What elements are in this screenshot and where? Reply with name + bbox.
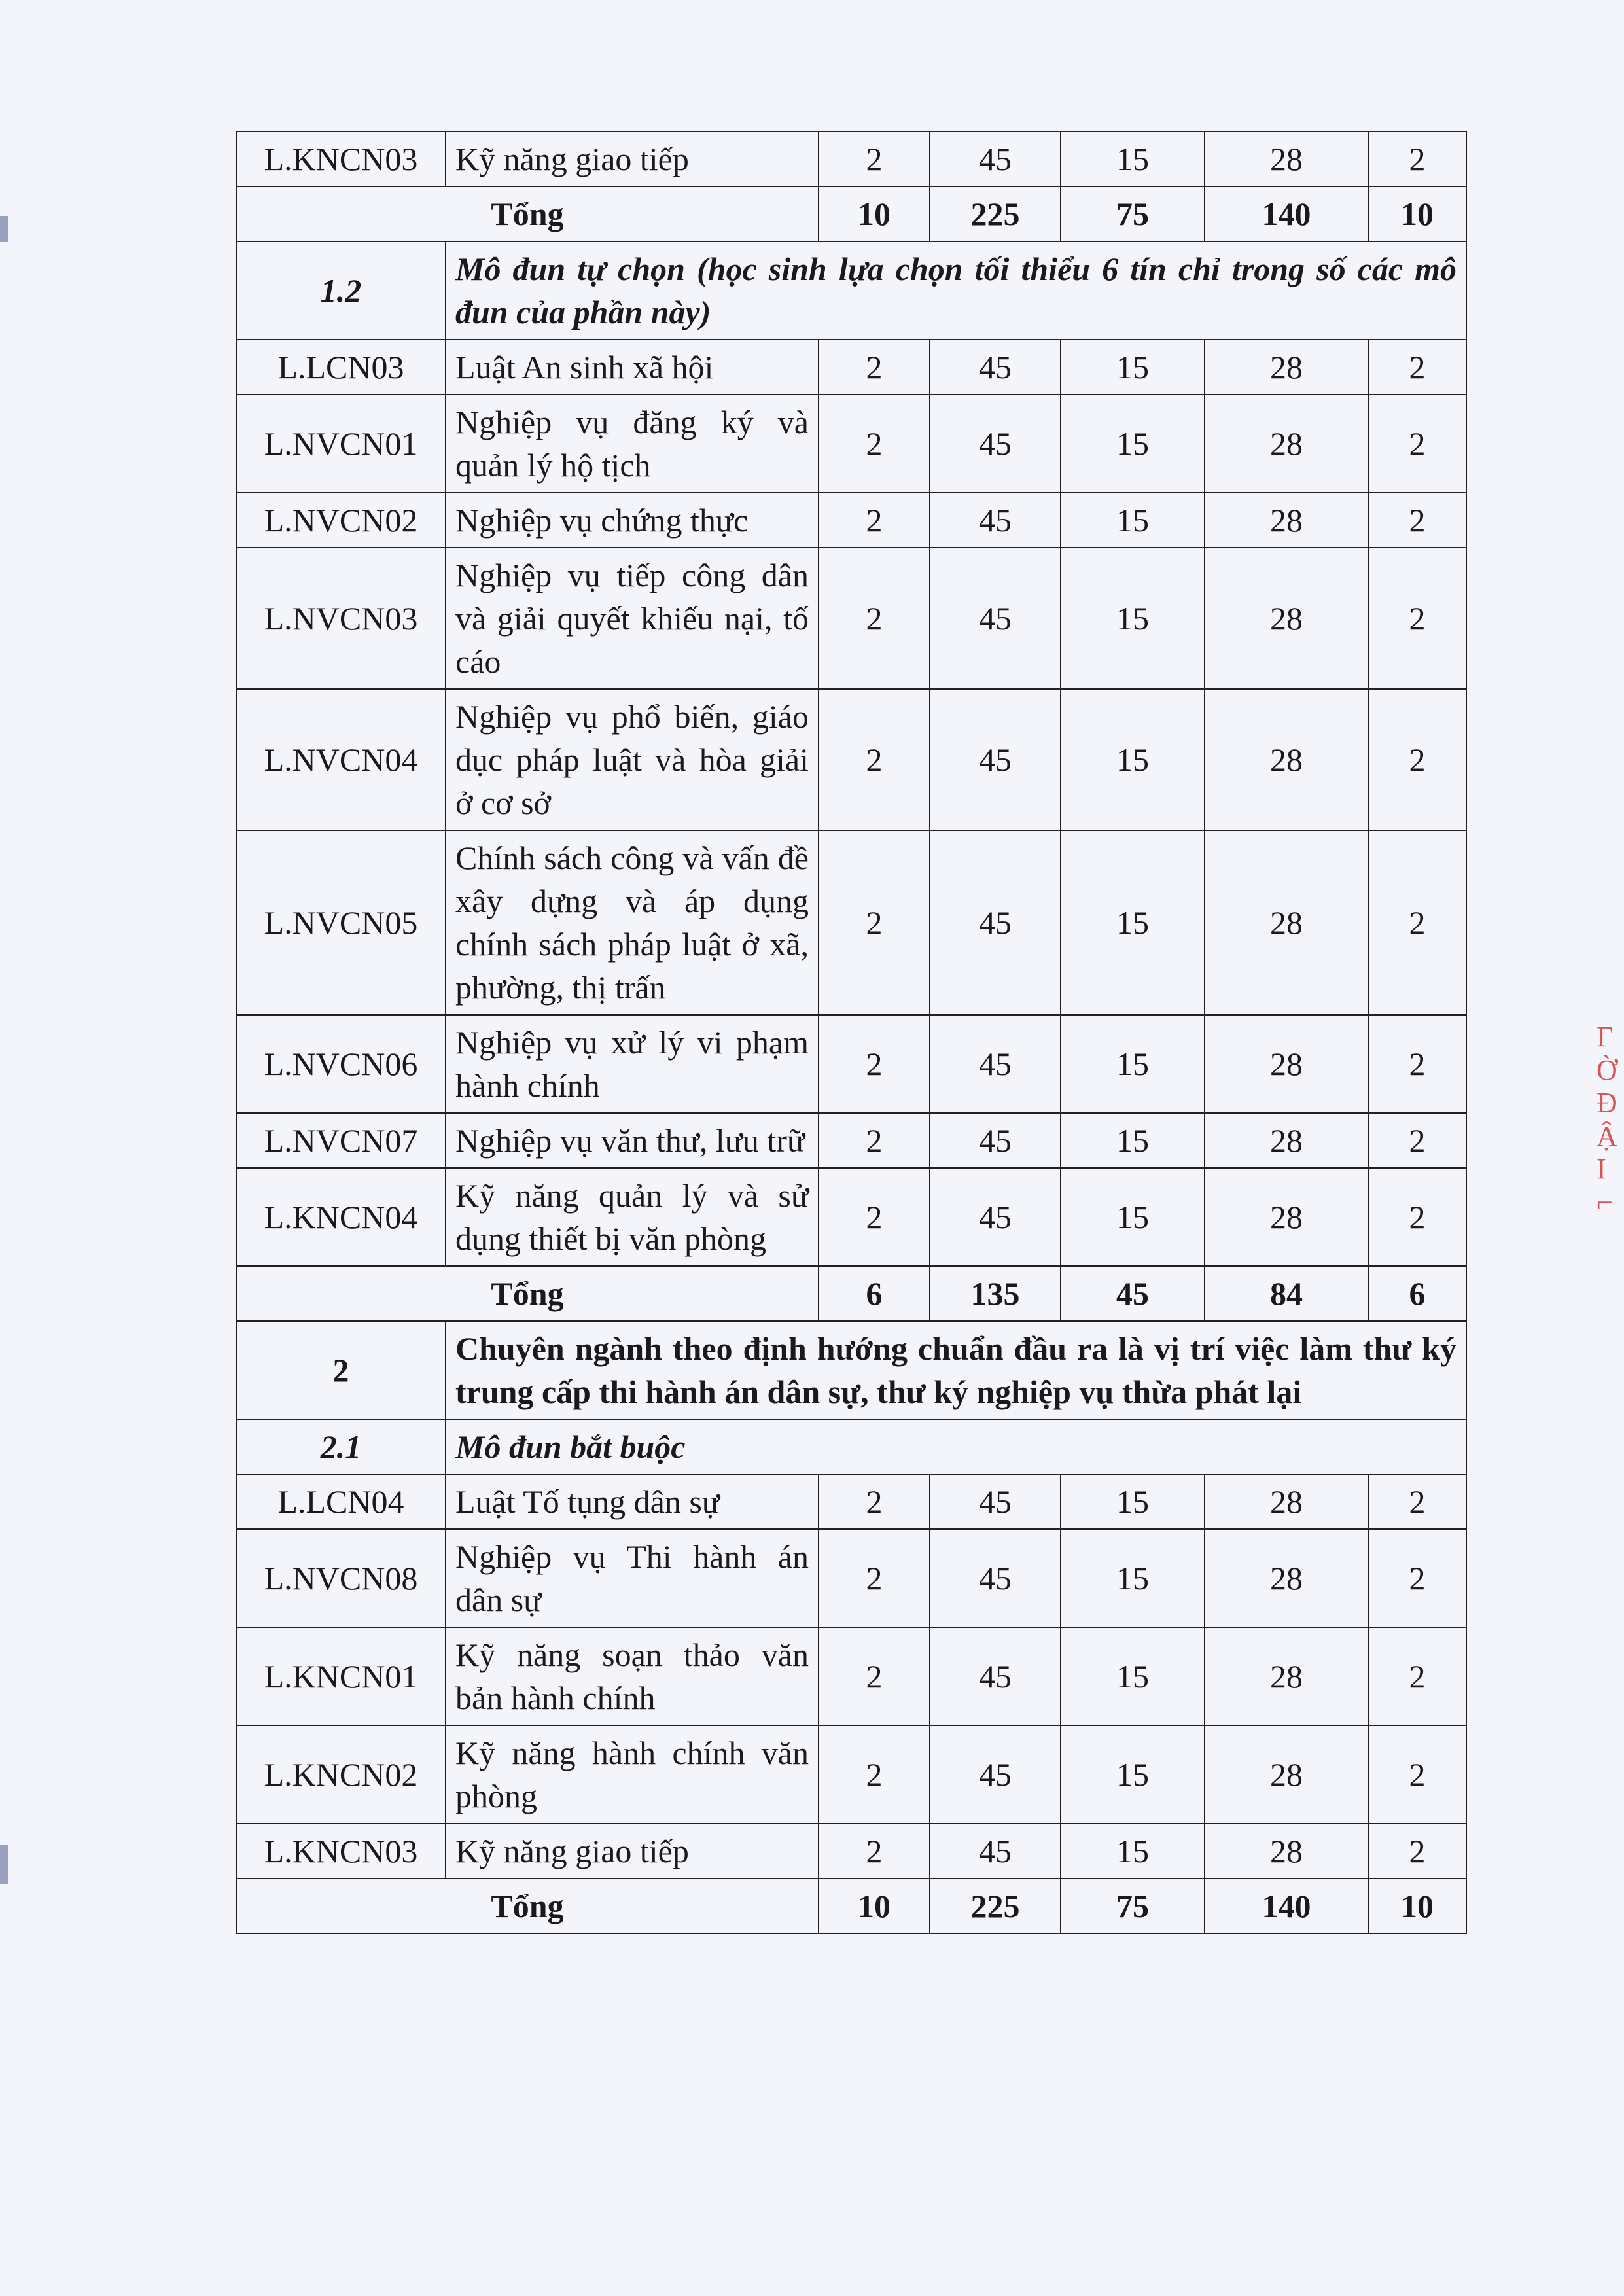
module-name-cell: Nghiệp vụ xử lý vi phạm hành chính [446,1015,819,1113]
module-code-cell: L.LCN04 [236,1474,446,1529]
module-name-cell: Kỹ năng quản lý và sử dụng thiết bị văn phòng [446,1168,819,1266]
practice-hours-cell: 28 [1205,1474,1368,1529]
document-page [236,131,1466,1934]
exam-hours-cell: 2 [1368,1627,1466,1725]
module-name-cell: Kỹ năng giao tiếp [446,132,819,186]
exam-hours-cell: 2 [1368,1529,1466,1627]
theory-hours-cell: 15 [1061,1627,1205,1725]
module-name-cell: Luật An sinh xã hội [446,340,819,395]
practice-hours-cell: 28 [1205,1015,1368,1113]
credits-cell: 2 [819,132,930,186]
table-body [236,132,1466,1934]
theory-hours-cell: 15 [1061,395,1205,493]
table-row [236,1725,1466,1824]
table-row [236,132,1466,186]
table-row [236,1627,1466,1725]
module-name-cell: Kỹ năng hành chính văn phòng [446,1725,819,1824]
section-row [236,1419,1466,1474]
exam-hours-cell: 2 [1368,689,1466,830]
exam-hours-cell: 2 [1368,1474,1466,1529]
total-hours-cell: 45 [930,1474,1061,1529]
section-number: 1.2 [236,241,446,340]
credits-cell: 2 [819,340,930,395]
module-name-cell: Kỹ năng soạn thảo văn bản hành chính [446,1627,819,1725]
total-hours-cell: 45 [930,1627,1061,1725]
credits-cell: 2 [819,1824,930,1879]
credits-cell: 2 [819,1627,930,1725]
total-hours-cell: 45 [930,689,1061,830]
module-code-cell: L.NVCN06 [236,1015,446,1113]
table-row [236,830,1466,1015]
module-code-cell: L.NVCN03 [236,548,446,689]
theory-hours-cell: 15 [1061,1168,1205,1266]
total-theory-hours-cell: 75 [1061,186,1205,241]
total-hours-cell: 45 [930,1113,1061,1168]
total-hours-cell: 45 [930,395,1061,493]
exam-hours-cell: 2 [1368,830,1466,1015]
section-title: Mô đun tự chọn (học sinh lựa chọn tối thiểu 6 tín chỉ trong số các mô đun của phần này) [446,241,1466,340]
exam-hours-cell: 2 [1368,1168,1466,1266]
practice-hours-cell: 28 [1205,1824,1368,1879]
credits-cell: 2 [819,1529,930,1627]
total-credits-cell: 10 [819,1879,930,1934]
total-row [236,1879,1466,1934]
total-label: Tổng [236,1879,819,1934]
module-name-cell: Nghiệp vụ tiếp công dân và giải quyết khiếu nại, tố cáo [446,548,819,689]
module-name-cell: Kỹ năng giao tiếp [446,1824,819,1879]
credits-cell: 2 [819,1474,930,1529]
total-label: Tổng [236,1266,819,1321]
total-exam-hours-cell: 10 [1368,186,1466,241]
practice-hours-cell: 28 [1205,340,1368,395]
total-hours-cell: 45 [930,340,1061,395]
total-label: Tổng [236,186,819,241]
table-row [236,548,1466,689]
module-code-cell: L.KNCN04 [236,1168,446,1266]
exam-hours-cell: 2 [1368,1824,1466,1879]
credits-cell: 2 [819,1015,930,1113]
exam-hours-cell: 2 [1368,1725,1466,1824]
table-row [236,493,1466,548]
total-practice-hours-cell: 140 [1205,186,1368,241]
exam-hours-cell: 2 [1368,132,1466,186]
practice-hours-cell: 28 [1205,493,1368,548]
table-row [236,1015,1466,1113]
theory-hours-cell: 15 [1061,1725,1205,1824]
theory-hours-cell: 15 [1061,548,1205,689]
exam-hours-cell: 2 [1368,395,1466,493]
theory-hours-cell: 15 [1061,689,1205,830]
section-title: Chuyên ngành theo định hướng chuẩn đầu ra là vị trí việc làm thư ký trung cấp thi hành án dân sự, thư ký nghiệp vụ thừa phát lại [446,1321,1466,1419]
total-hours-cell: 45 [930,1725,1061,1824]
module-code-cell: L.LCN03 [236,340,446,395]
credits-cell: 2 [819,689,930,830]
module-code-cell: L.NVCN07 [236,1113,446,1168]
table-row [236,1113,1466,1168]
total-hours-cell: 45 [930,1168,1061,1266]
theory-hours-cell: 15 [1061,1529,1205,1627]
total-credits-cell: 10 [819,186,930,241]
section-title: Mô đun bắt buộc [446,1419,1466,1474]
section-row [236,241,1466,340]
credits-cell: 2 [819,1113,930,1168]
total-total-hours-cell: 135 [930,1266,1061,1321]
module-code-cell: L.NVCN04 [236,689,446,830]
module-code-cell: L.NVCN05 [236,830,446,1015]
table-row [236,1824,1466,1879]
table-row [236,689,1466,830]
table-row [236,395,1466,493]
module-name-cell: Chính sách công và vấn đề xây dựng và áp dụng chính sách pháp luật ở xã, phường, thị trấn [446,830,819,1015]
exam-hours-cell: 2 [1368,340,1466,395]
theory-hours-cell: 15 [1061,1113,1205,1168]
total-hours-cell: 45 [930,1015,1061,1113]
table-row [236,340,1466,395]
practice-hours-cell: 28 [1205,1168,1368,1266]
module-code-cell: L.NVCN01 [236,395,446,493]
theory-hours-cell: 15 [1061,1015,1205,1113]
total-total-hours-cell: 225 [930,186,1061,241]
total-practice-hours-cell: 84 [1205,1266,1368,1321]
module-name-cell: Nghiệp vụ phổ biến, giáo dục pháp luật và hòa giải ở cơ sở [446,689,819,830]
table-row [236,1168,1466,1266]
practice-hours-cell: 28 [1205,132,1368,186]
total-theory-hours-cell: 45 [1061,1266,1205,1321]
credits-cell: 2 [819,1168,930,1266]
module-code-cell: L.NVCN02 [236,493,446,548]
total-exam-hours-cell: 6 [1368,1266,1466,1321]
module-name-cell: Nghiệp vụ chứng thực [446,493,819,548]
credits-cell: 2 [819,830,930,1015]
total-hours-cell: 45 [930,548,1061,689]
total-hours-cell: 45 [930,493,1061,548]
credits-cell: 2 [819,1725,930,1824]
module-name-cell: Nghiệp vụ Thi hành án dân sự [446,1529,819,1627]
section-number: 2.1 [236,1419,446,1474]
total-total-hours-cell: 225 [930,1879,1061,1934]
module-name-cell: Luật Tố tụng dân sự [446,1474,819,1529]
practice-hours-cell: 28 [1205,395,1368,493]
exam-hours-cell: 2 [1368,493,1466,548]
credits-cell: 2 [819,395,930,493]
theory-hours-cell: 15 [1061,340,1205,395]
exam-hours-cell: 2 [1368,1015,1466,1113]
practice-hours-cell: 28 [1205,1627,1368,1725]
section-number: 2 [236,1321,446,1419]
theory-hours-cell: 15 [1061,132,1205,186]
exam-hours-cell: 2 [1368,548,1466,689]
total-theory-hours-cell: 75 [1061,1879,1205,1934]
scan-margin-mark [0,216,8,242]
module-code-cell: L.NVCN08 [236,1529,446,1627]
total-row [236,1266,1466,1321]
red-stamp-fragment: Γ Ờ Đ Ậ I ⌐ [1597,1021,1617,1218]
total-row [236,186,1466,241]
practice-hours-cell: 28 [1205,1113,1368,1168]
theory-hours-cell: 15 [1061,830,1205,1015]
theory-hours-cell: 15 [1061,1824,1205,1879]
practice-hours-cell: 28 [1205,1725,1368,1824]
module-code-cell: L.KNCN02 [236,1725,446,1824]
theory-hours-cell: 15 [1061,1474,1205,1529]
practice-hours-cell: 28 [1205,830,1368,1015]
table-row [236,1529,1466,1627]
total-credits-cell: 6 [819,1266,930,1321]
exam-hours-cell: 2 [1368,1113,1466,1168]
theory-hours-cell: 15 [1061,493,1205,548]
practice-hours-cell: 28 [1205,548,1368,689]
scan-margin-mark [0,1845,8,1884]
module-name-cell: Nghiệp vụ đăng ký và quản lý hộ tịch [446,395,819,493]
module-code-cell: L.KNCN01 [236,1627,446,1725]
total-exam-hours-cell: 10 [1368,1879,1466,1934]
module-code-cell: L.KNCN03 [236,1824,446,1879]
total-hours-cell: 45 [930,1824,1061,1879]
total-hours-cell: 45 [930,132,1061,186]
total-hours-cell: 45 [930,830,1061,1015]
credits-cell: 2 [819,548,930,689]
table-row [236,1474,1466,1529]
module-name-cell: Nghiệp vụ văn thư, lưu trữ [446,1113,819,1168]
total-practice-hours-cell: 140 [1205,1879,1368,1934]
credits-cell: 2 [819,493,930,548]
module-code-cell: L.KNCN03 [236,132,446,186]
practice-hours-cell: 28 [1205,689,1368,830]
practice-hours-cell: 28 [1205,1529,1368,1627]
section-row [236,1321,1466,1419]
total-hours-cell: 45 [930,1529,1061,1627]
curriculum-table [236,131,1467,1934]
